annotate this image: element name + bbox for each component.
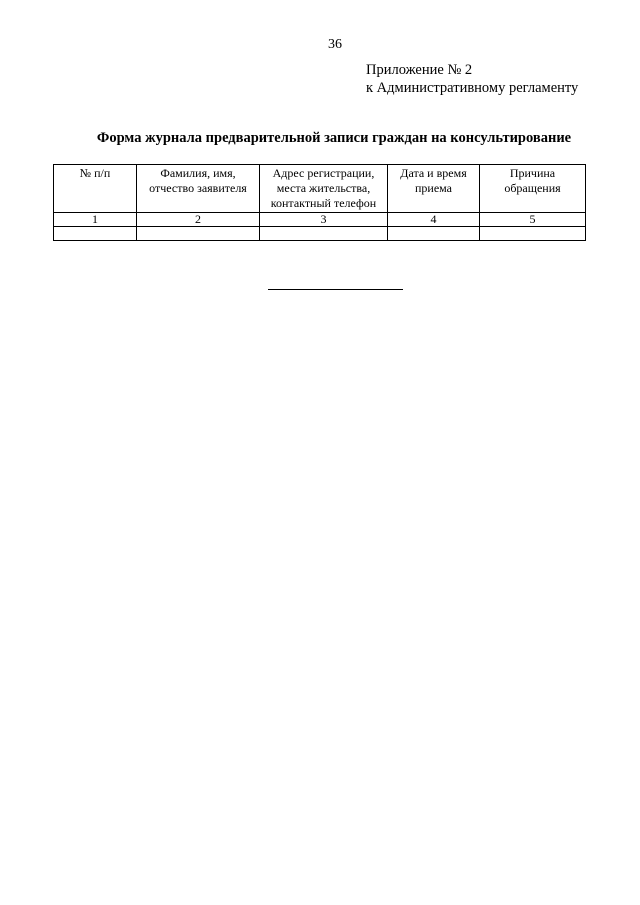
form-title: Форма журнала предварительной записи граждан на консультирование (96, 130, 572, 146)
header-cell-date-time: Дата и время приема (388, 165, 480, 213)
column-number-cell: 3 (260, 213, 388, 227)
column-number-cell: 4 (388, 213, 480, 227)
header-cell-reason: Причина обращения (480, 165, 586, 213)
appendix-line-2: к Административному регламенту (366, 80, 579, 96)
column-number-cell: 5 (480, 213, 586, 227)
header-cell-number: № п/п (54, 165, 137, 213)
empty-cell (480, 227, 586, 241)
table-header-row (54, 165, 586, 213)
empty-cell (137, 227, 260, 241)
header-cell-full-name: Фамилия, имя, отчество заявителя (137, 165, 260, 213)
table-row (54, 227, 586, 241)
column-number-cell: 1 (54, 213, 137, 227)
appendix-reference (366, 61, 578, 97)
end-divider-line (268, 289, 403, 290)
empty-cell (260, 227, 388, 241)
column-number-cell: 2 (137, 213, 260, 227)
journal-table (53, 164, 586, 241)
column-number-row (54, 213, 586, 227)
empty-cell (388, 227, 480, 241)
empty-cell (54, 227, 137, 241)
appendix-line-1: Приложение № 2 (366, 62, 473, 78)
header-cell-address: Адрес регистрации, места жительства, контактный телефон (260, 165, 388, 213)
page-number: 36 (328, 37, 342, 52)
